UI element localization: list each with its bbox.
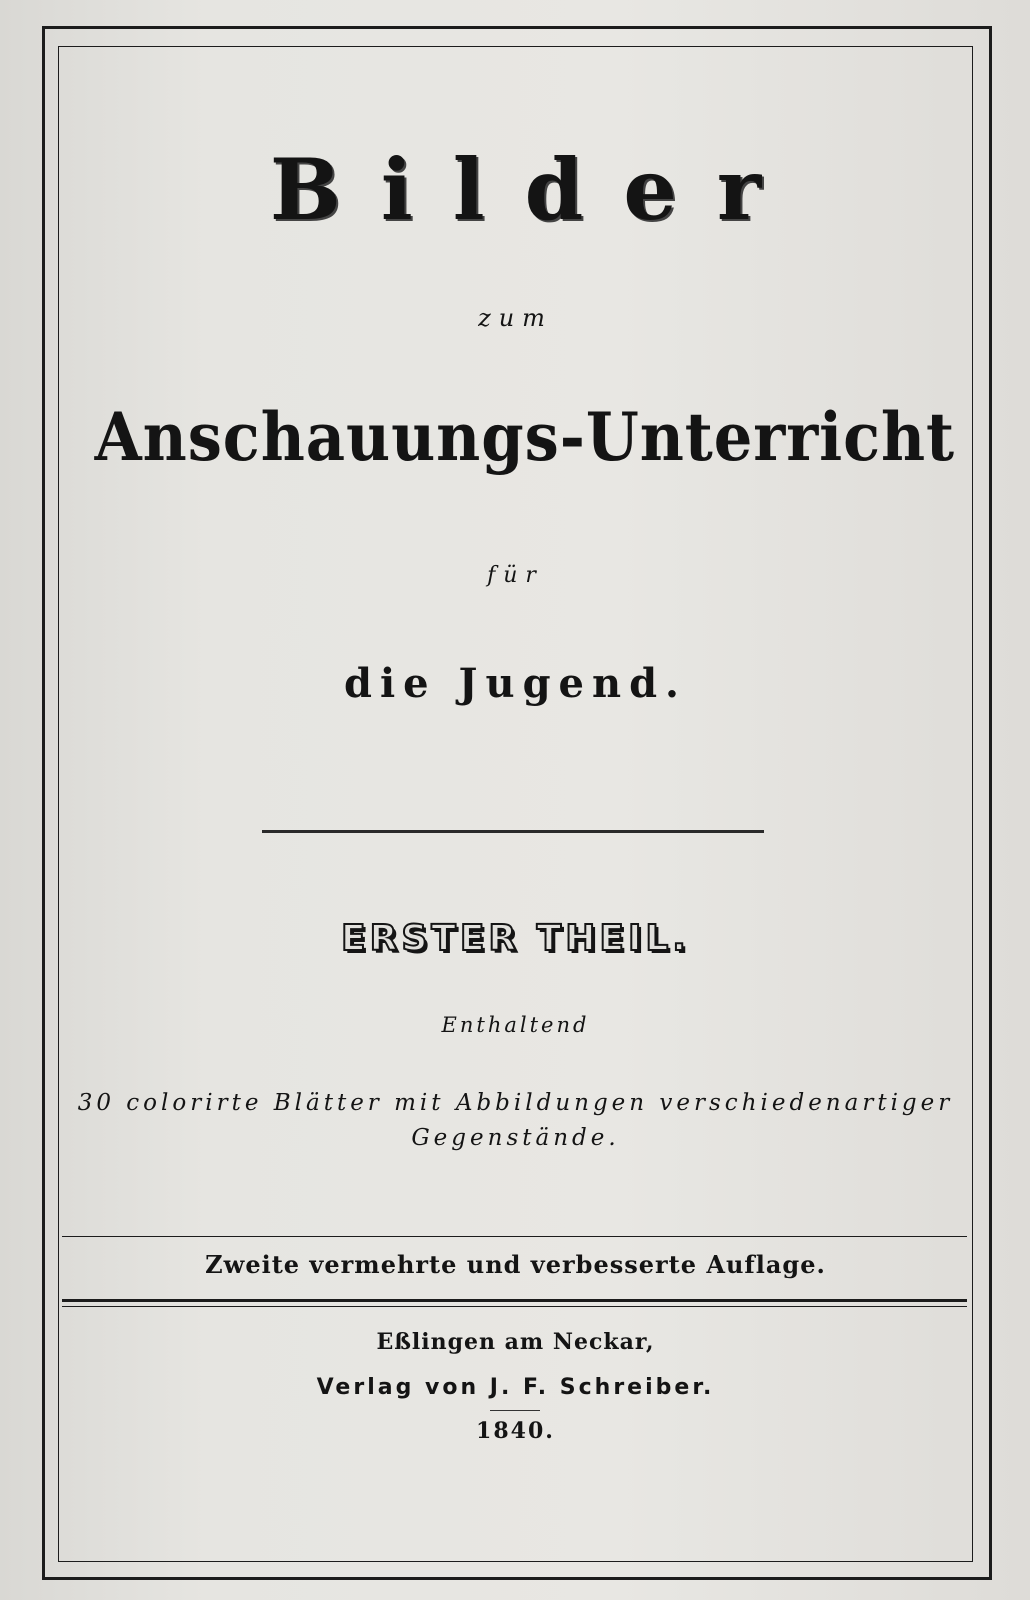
year-rule: [490, 1410, 540, 1411]
edition-box-bottom-rule-thin: [62, 1306, 967, 1307]
book-audience: die Jugend.: [344, 660, 687, 707]
edition-box-bottom-rule-thick: [62, 1299, 967, 1302]
description-line-1: 30 colorirte Blätter mit Abbildungen verschiedenartiger: [77, 1090, 954, 1116]
connector-fuer: für: [487, 563, 544, 588]
part-heading: ERSTER THEIL.: [341, 918, 690, 959]
edition-box-top-rule: [62, 1236, 967, 1237]
book-subject: Anschauungs-Unterricht: [94, 398, 956, 476]
containing-label: Enthaltend: [441, 1013, 590, 1037]
book-title: Bilder: [269, 140, 802, 239]
publication-place: Eßlingen am Neckar,: [376, 1329, 655, 1355]
publication-year: 1840.: [476, 1418, 555, 1444]
connector-zum: zum: [478, 304, 553, 332]
divider-rule: [262, 830, 764, 833]
edition-statement: Zweite vermehrte und verbesserte Auflage.: [205, 1250, 826, 1279]
description-line-2: Gegenstände.: [411, 1125, 620, 1151]
publisher-name: Verlag von J. F. Schreiber.: [316, 1375, 715, 1400]
